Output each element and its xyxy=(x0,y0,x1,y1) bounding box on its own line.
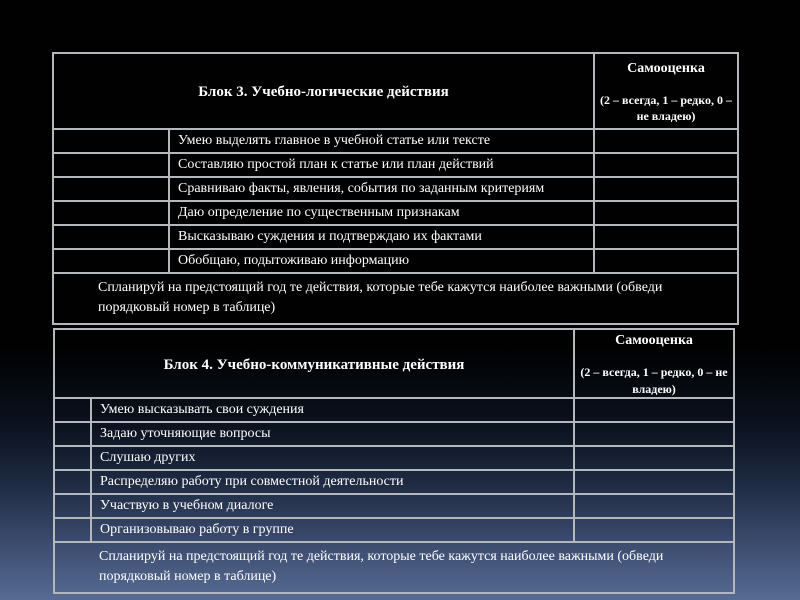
block3-score-scale: (2 – всегда, 1 – редко, 0 – не владею) xyxy=(600,92,733,123)
row-label: Распределяю работу при совместной деятельности xyxy=(91,470,574,494)
table-row xyxy=(54,518,734,542)
table-row xyxy=(54,542,734,593)
table-row xyxy=(53,201,738,225)
table-row xyxy=(53,153,738,177)
table-row xyxy=(54,398,734,422)
row-label: Участвую в учебном диалоге xyxy=(91,494,574,518)
row-score-cell xyxy=(574,446,734,470)
table-row xyxy=(53,177,738,201)
table-row xyxy=(54,470,734,494)
block4-score-header xyxy=(574,329,734,398)
table-row xyxy=(53,53,738,129)
row-label: Слушаю других xyxy=(91,446,574,470)
row-label: Даю определение по существенным признакам xyxy=(169,201,594,225)
block3-score-header xyxy=(594,53,738,129)
row-number-cell xyxy=(53,177,169,201)
block3-score-title: Самооценка xyxy=(627,60,705,76)
table-row xyxy=(53,249,738,273)
table-row xyxy=(54,329,734,398)
row-score-cell xyxy=(594,201,738,225)
row-number-cell xyxy=(53,225,169,249)
table-row xyxy=(54,422,734,446)
block4-footer-note: Спланируй на предстоящий год те действия, которые тебе кажутся наиболее важными (обведи порядковый номер в таблице) xyxy=(54,542,734,593)
row-number-cell xyxy=(53,153,169,177)
row-score-cell xyxy=(594,153,738,177)
table-row xyxy=(53,129,738,153)
block3-footer-note: Спланируй на предстоящий год те действия, которые тебе кажутся наиболее важными (обведи порядковый номер в таблице) xyxy=(53,273,738,324)
table-row xyxy=(53,225,738,249)
row-number-cell xyxy=(54,446,91,470)
row-score-cell xyxy=(594,177,738,201)
row-label: Высказываю суждения и подтверждаю их фактами xyxy=(169,225,594,249)
row-number-cell xyxy=(54,518,91,542)
row-label: Обобщаю, подытоживаю информацию xyxy=(169,249,594,273)
row-label: Умею выделять главное в учебной статье или тексте xyxy=(169,129,594,153)
block3-title: Блок 3. Учебно-логические действия xyxy=(53,53,594,129)
row-score-cell xyxy=(574,494,734,518)
row-number-cell xyxy=(53,201,169,225)
block4-score-title: Самооценка xyxy=(615,333,693,349)
row-number-cell xyxy=(53,129,169,153)
row-number-cell xyxy=(54,470,91,494)
row-number-cell xyxy=(54,494,91,518)
row-score-cell xyxy=(574,470,734,494)
table-row xyxy=(54,446,734,470)
row-score-cell xyxy=(574,518,734,542)
table-row xyxy=(53,273,738,324)
row-label: Умею высказывать свои суждения xyxy=(91,398,574,422)
row-score-cell xyxy=(594,249,738,273)
row-number-cell xyxy=(54,398,91,422)
table-row xyxy=(54,494,734,518)
row-score-cell xyxy=(594,129,738,153)
row-number-cell xyxy=(54,422,91,446)
table-block3 xyxy=(52,52,739,325)
row-label: Сравниваю факты, явления, события по заданным критериям xyxy=(169,177,594,201)
block4-title: Блок 4. Учебно-коммуникативные действия xyxy=(54,329,574,398)
row-score-cell xyxy=(594,225,738,249)
row-label: Организовываю работу в группе xyxy=(91,518,574,542)
block4-score-scale: (2 – всегда, 1 – редко, 0 – не владею) xyxy=(580,365,728,396)
row-label: Составляю простой план к статье или план действий xyxy=(169,153,594,177)
row-number-cell xyxy=(53,249,169,273)
row-score-cell xyxy=(574,398,734,422)
row-label: Задаю уточняющие вопросы xyxy=(91,422,574,446)
row-score-cell xyxy=(574,422,734,446)
table-block4 xyxy=(53,328,735,594)
